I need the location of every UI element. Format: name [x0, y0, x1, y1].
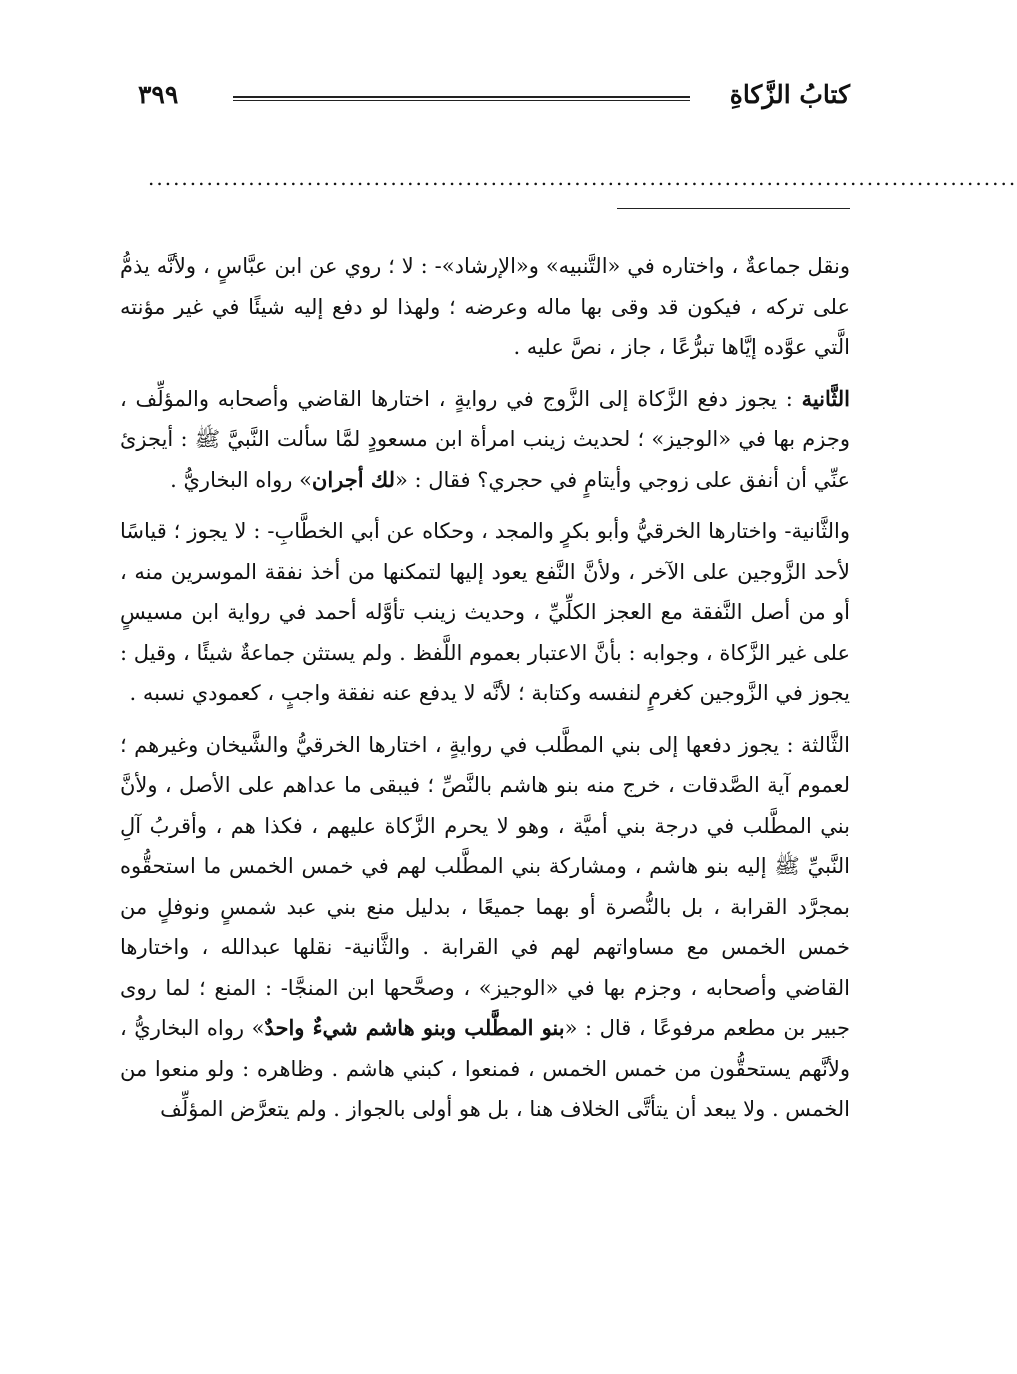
page-header	[138, 74, 850, 122]
hadith-quote: بنو المطَّلب وبنو هاشم شيءٌ واحدٌ	[264, 1015, 565, 1040]
paragraph-tail: » رواه البخاريُّ .	[170, 467, 312, 492]
paragraph-text: ونقل جماعةٌ ، واختاره في «التَّنبيه» و«الإرشاد»- : لا ؛ روي عن ابن عبَّاسٍ ، ولأنَّه يذمُّ على تركه ، فيكون قد وقى بها ماله وعرضه ؛ ولهذا لو دفع إليه شيئًا في غير مؤنته الَّتي عوَّده إيَّاها تبرُّعًا ، جاز ، نصَّ عليه .	[120, 254, 850, 359]
header-rule	[233, 96, 690, 98]
hadith-quote: لك أجران	[311, 466, 395, 492]
paragraph-text: : يجوز دفع الزَّكاة إلى الزَّوج في روايةٍ ، اختارها القاضي وأصحابه والمؤلِّف ، وجزم بها في «الوجيز» ؛ لحديث زينب امرأة ابن مسعودٍ لمَّا سألت النَّبيَّ ﷺ : أيجزئ عنِّي أن أنفق على زوجي وأيتامٍ في حجري؟ فقال : «	[120, 386, 850, 492]
paragraph-text: والثَّانية- واختارها الخرقيُّ وأبو بكرٍ والمجد ، وحكاه عن أبي الخطَّابِ- : لا يجوز ؛ قياسًا لأحد الزَّوجين على الآخر ، ولأنَّ النَّفع يعود إليها لتمكنها من أخذ نفقة الموسرين منه ، أو من أصل النَّفقة مع العجز الكلِّيِّ ، وحديث زينب تأوَّله أحمد في رواية ابن مسيسٍ على غير الزَّكاة ، وجوابه : بأنَّ الاعتبار بعموم اللَّفظ . ولم يستثن جماعةٌ شيئًا ، وقيل : يجوز في الزَّوجين كغرمٍ لنفسه وكتابة ؛ لأنَّه لا يدفع عنه نفقة واجبٍ ، كعمودي نسبه .	[120, 519, 850, 705]
paragraph-2	[120, 379, 850, 501]
dotted-separator: ........................................................................................................	[148, 166, 1017, 190]
paragraph-4	[120, 725, 850, 1130]
paragraph-3	[120, 511, 850, 714]
header-rule-thin	[233, 100, 690, 101]
paragraph-1	[120, 246, 850, 368]
paragraph-tail: » رواه البخاريُّ ، ولأنَّهم يستحقُّون من خمس الخمس ، فمنعوا ، كبني هاشم . وظاهره : ولو منعوا من الخمس . ولا يبعد أن يتأتَّى الخلاف هنا ، بل هو أولى بالجواز . ولم يتعرَّض المؤلِّف	[120, 1016, 850, 1121]
page-number: ٣٩٩	[138, 80, 179, 109]
paragraph-lead: الثَّانية	[801, 385, 850, 411]
paragraph-text: الثَّالثة : يجوز دفعها إلى بني المطَّلب في روايةٍ ، اختارها الخرقيُّ والشَّيخان وغيرهم ؛ لعموم آية الصَّدقات ، خرج منه بنو هاشم بالنَّصِّ ؛ فيبقى ما عداهم على الأصل ، ولأنَّ بني المطَّلب في درجة بني أميَّة ، وهو لا يحرم الزَّكاة عليهم ، فكذا هم ، وأقربُ آلِ النَّبيِّ ﷺ إليه بنو هاشم ، ومشاركة بني المطَّلب لهم في خمس الخمس ما استحقُّوه بمجرَّد القرابة ، بل بالنُّصرة أو بهما جميعًا ، بدليل منع بني عبد شمسٍ ونوفلٍ من خمس الخمس مع مساواتهم لهم في القرابة . والثَّانية- نقلها عبدالله ، واختارها القاضي وأصحابه ، وجزم بها في «الوجيز» ، وصحَّحها ابن المنجَّا- : المنع ؛ لما روى جبير بن مطعم مرفوعًا ، قال : «	[120, 732, 851, 1040]
main-text	[120, 246, 850, 1141]
footnote-rule	[617, 208, 850, 209]
running-title: كتابُ الزَّكاةِ	[729, 80, 850, 109]
